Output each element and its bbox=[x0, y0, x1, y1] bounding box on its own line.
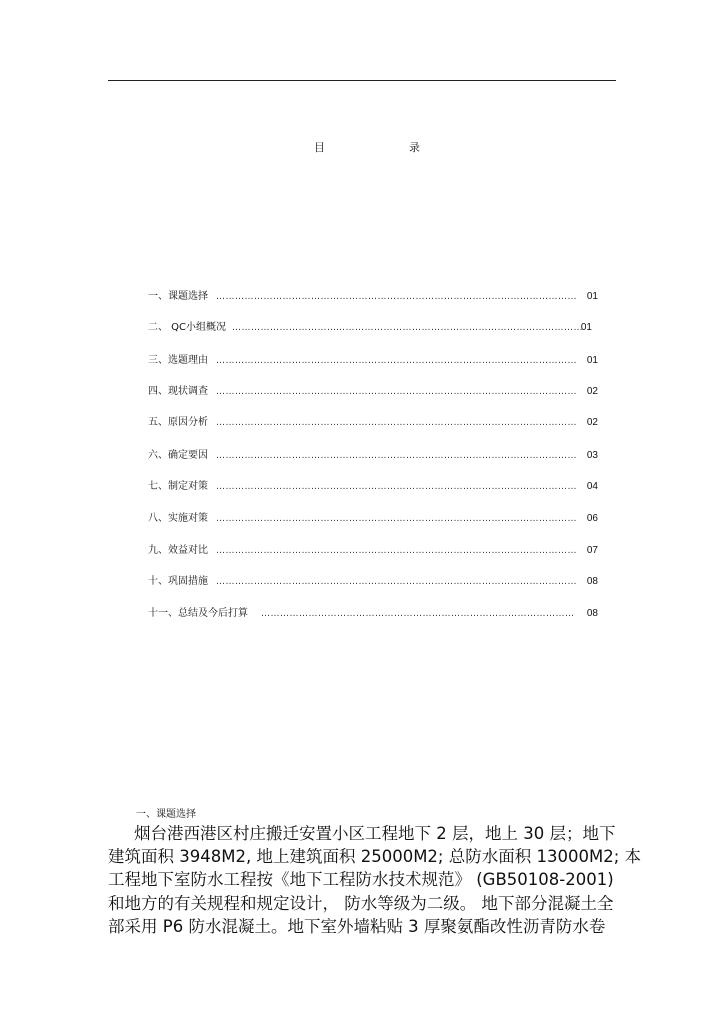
toc-entry[interactable] bbox=[148, 575, 598, 589]
toc-leader-dots: …………………………………………………………………………………………………… bbox=[216, 418, 577, 428]
body-line: 部采用 P6 防水混凝土。地下室外墙粘贴 3 厚聚氨酯改性沥青防水卷 bbox=[108, 916, 606, 936]
toc-leader-dots: …………………………………………………………………………………………………… bbox=[216, 546, 577, 556]
toc-entry-page: 08 bbox=[586, 608, 598, 619]
toc-title bbox=[0, 139, 723, 155]
toc-leader-dots: ……………………………………………………………………………………… bbox=[261, 609, 575, 619]
toc-entry-page: 03 bbox=[586, 450, 598, 461]
toc-entry[interactable] bbox=[148, 480, 598, 494]
toc-leader-dots: …………………………………………………………………………………………………… bbox=[216, 292, 577, 302]
body-line: 建筑面积 3948M2, 地上建筑面积 25000M2; 总防水面积 13000M2; 本 bbox=[108, 847, 642, 867]
toc-entry-label: 二、 QC小组概况 bbox=[148, 322, 227, 333]
toc-entry-label: 八、实施对策 bbox=[148, 513, 208, 524]
section-body bbox=[108, 822, 642, 938]
toc-title-char-2: 录 bbox=[409, 141, 420, 154]
toc-entry-label: 四、现状调查 bbox=[148, 386, 208, 397]
toc-entry-page: 01 bbox=[586, 291, 598, 302]
toc-leader-dots: …………………………………………………………………………………………………… bbox=[216, 577, 577, 587]
toc-leader-dots: …………………………………………………………………………………………………… bbox=[216, 356, 577, 366]
toc-entry[interactable] bbox=[148, 607, 598, 621]
toc-entry-label: 十一、总结及今后打算 bbox=[148, 608, 248, 619]
toc-entry-label: 三、选题理由 bbox=[148, 355, 208, 366]
toc-entry-page: 08 bbox=[586, 576, 598, 587]
toc-entry[interactable] bbox=[148, 290, 598, 304]
body-line: 工程地下室防水工程按《地下工程防水技术规范》 (GB50108-2001) bbox=[108, 870, 614, 890]
toc-leader-dots: …………………………………………………………………………………………………… bbox=[216, 514, 577, 524]
toc-entry-label: 十、巩固措施 bbox=[148, 576, 208, 587]
toc-leader-dots: …………………………………………………………………………………………………… bbox=[216, 482, 577, 492]
toc-title-char-1: 目 bbox=[314, 141, 325, 154]
body-line: 烟台港西港区村庄搬迁安置小区工程地下 2 层，地上 30 层；地下 bbox=[134, 824, 616, 843]
toc-entry-label: 五、原因分析 bbox=[148, 417, 208, 428]
toc-entry[interactable] bbox=[148, 321, 592, 335]
toc-entry[interactable] bbox=[148, 416, 598, 430]
toc-leader-dots: …………………………… bbox=[232, 323, 337, 333]
header-rule bbox=[108, 80, 616, 81]
toc-entry-page: 04 bbox=[586, 481, 598, 492]
toc-entry[interactable] bbox=[148, 512, 598, 526]
toc-entry[interactable] bbox=[148, 354, 598, 368]
toc-entry-page: 02 bbox=[586, 386, 598, 397]
toc-leader-dots: …………………………………………………………………… bbox=[336, 323, 583, 333]
toc-leader-dots: …………………………………………………………………………………………………… bbox=[216, 451, 577, 461]
toc-entry[interactable] bbox=[148, 449, 598, 463]
toc-entry-label: 七、制定对策 bbox=[148, 481, 208, 492]
toc-entry-page: 01 bbox=[580, 322, 592, 333]
toc-entry-label: 六、确定要因 bbox=[148, 450, 208, 461]
toc-entry[interactable] bbox=[148, 385, 598, 399]
toc-entry-page: 07 bbox=[586, 545, 598, 556]
section-heading: 一、课题选择 bbox=[136, 809, 196, 820]
body-line: 和地方的有关规程和规定设计， 防水等级为二级。 地下部分混凝土全 bbox=[108, 893, 614, 913]
toc-entry-label: 一、课题选择 bbox=[148, 291, 208, 302]
toc-entry-page: 01 bbox=[586, 355, 598, 366]
toc-entry-page: 02 bbox=[586, 417, 598, 428]
toc-entry-label: 九、效益对比 bbox=[148, 545, 208, 556]
toc-leader-dots: …………………………………………………………………………………………………… bbox=[216, 387, 577, 397]
toc-entry-page: 06 bbox=[586, 513, 598, 524]
toc-entry[interactable] bbox=[148, 544, 598, 558]
